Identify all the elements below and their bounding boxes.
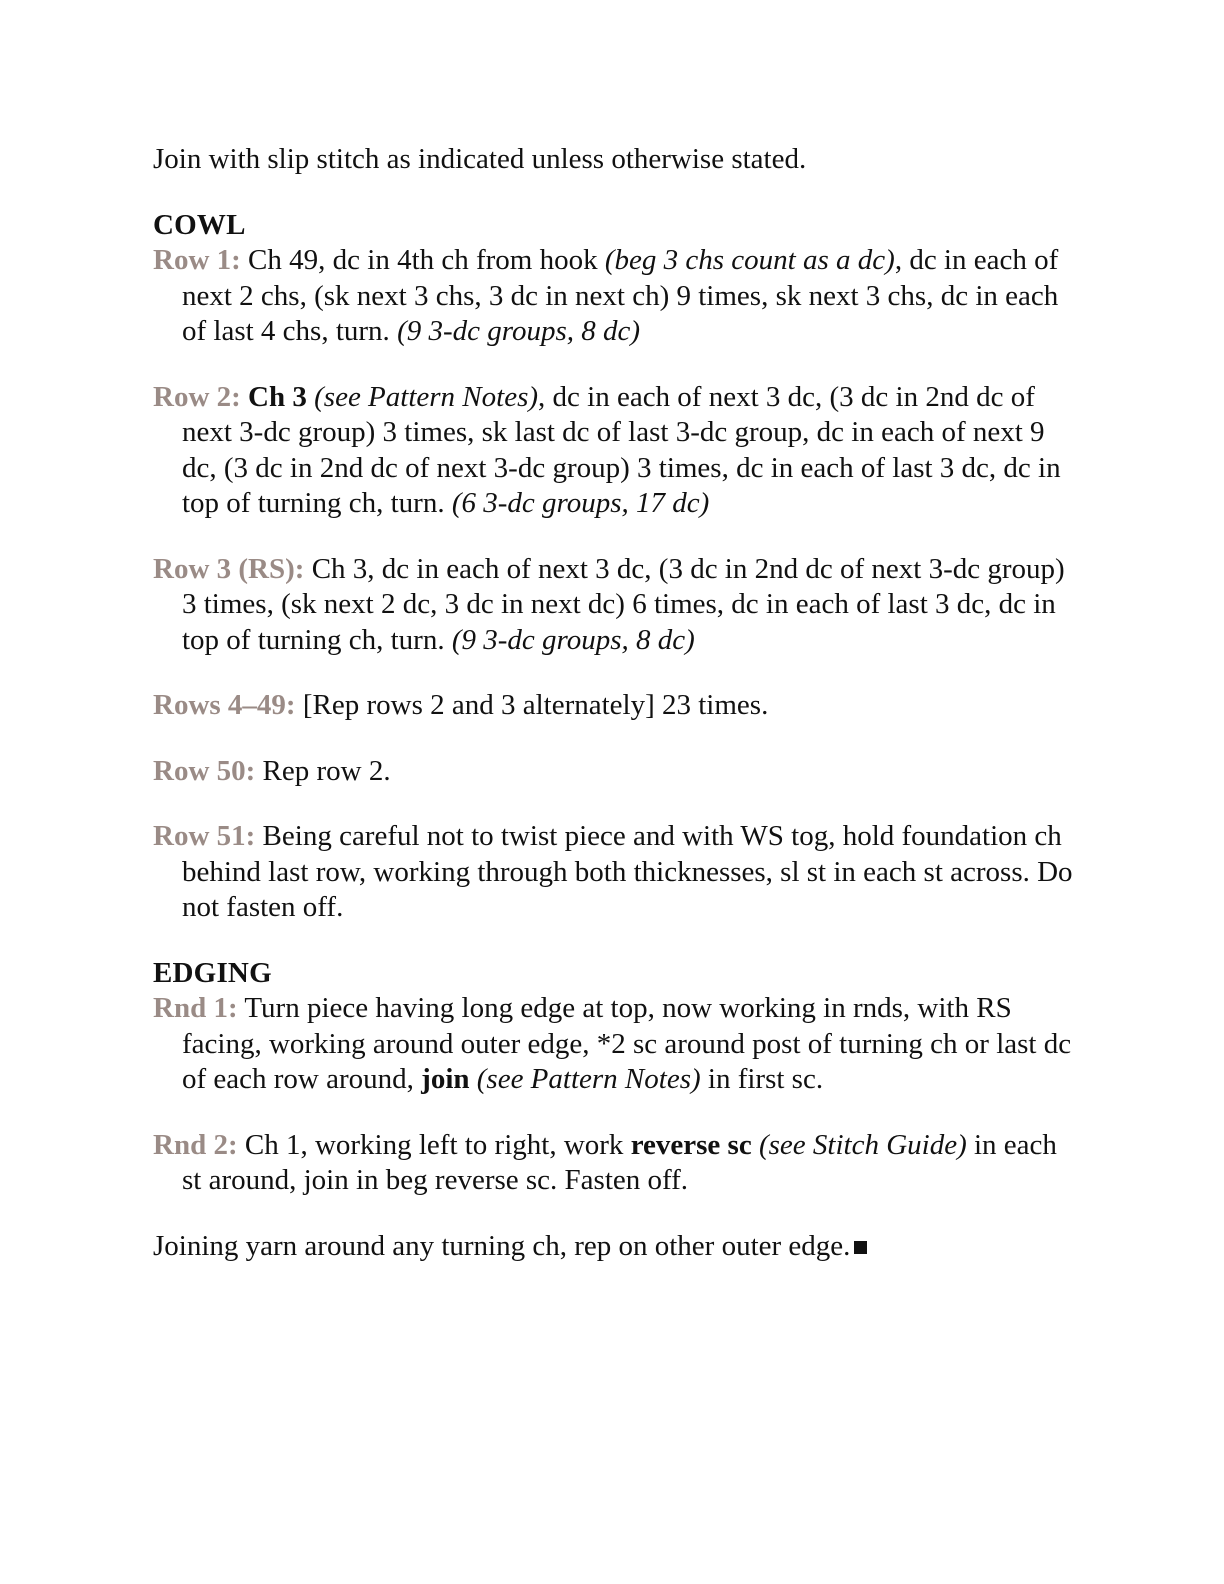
row-2-instruction	[153, 380, 1073, 522]
rnd-1-instruction	[153, 991, 1073, 1098]
row-label: Row 3 (RS):	[153, 552, 305, 585]
row-text: in first sc.	[700, 1063, 824, 1095]
row-term: Ch 3	[248, 380, 307, 413]
row-text: Ch 1, working left to right, work	[237, 1128, 631, 1161]
row-1-instruction	[153, 243, 1073, 350]
pattern-page	[153, 142, 1073, 1264]
edging-heading: EDGING	[153, 956, 272, 989]
row-note: (see Pattern Notes)	[476, 1063, 701, 1095]
cowl-heading: COWL	[153, 208, 246, 241]
row-stitch-count: (9 3-dc groups, 8 dc)	[451, 623, 695, 656]
closing-text	[153, 1229, 1073, 1265]
row-51-instruction	[153, 819, 1073, 926]
row-note: (beg 3 chs count as a dc)	[604, 244, 895, 276]
row-label: Rnd 2:	[153, 1128, 238, 1161]
row-note: (see Pattern Notes)	[314, 380, 539, 413]
row-label: Row 2:	[153, 380, 241, 413]
row-text: , dc in each of next 2 chs, (sk next 3 chs, 3 dc in next ch) 9 times, sk next 3 chs, dc in each of last 4 chs, turn.	[182, 244, 1059, 347]
row-text: Being careful not to twist piece and with WS tog, hold foundation ch behind last row, working through both thicknesses, sl st in each st across. Do not fasten off.	[182, 820, 1073, 923]
row-label: Row 1:	[153, 244, 241, 276]
row-text: Rep row 2.	[255, 754, 391, 787]
row-text: Ch 3, dc in each of next 3 dc, (3 dc in 2nd dc of next 3-dc group) 3 times, (sk next 2 dc, 3 dc in next dc) 6 times, dc in each of last 3 dc, dc in top of turning ch, turn.	[182, 552, 1065, 656]
row-label: Rnd 1:	[153, 992, 238, 1024]
row-text: , dc in each of next 3 dc, (3 dc in 2nd dc of next 3-dc group) 3 times, sk last dc of last 3-dc group, dc in each of next 9 dc, (3 dc in 2nd dc of next 3-dc group) 3 times, dc in each of last 3 dc, dc in top of turning ch, turn.	[182, 380, 1061, 519]
intro-text: Join with slip stitch as indicated unless otherwise stated.	[153, 143, 807, 175]
rnd-2-instruction	[153, 1128, 1073, 1199]
row-label: Row 51:	[153, 820, 256, 852]
row-text: in each st around, join in beg reverse sc. Fasten off.	[182, 1128, 1057, 1196]
row-text: [Rep rows 2 and 3 alternately] 23 times.	[295, 689, 769, 721]
row-3-instruction	[153, 552, 1073, 659]
rows-4-49-instruction	[153, 688, 1073, 724]
row-term: join	[421, 1063, 470, 1095]
row-stitch-count: (6 3-dc groups, 17 dc)	[451, 487, 710, 519]
row-note: (see Stitch Guide)	[758, 1128, 967, 1161]
end-square-icon	[854, 1241, 867, 1254]
row-50-instruction	[153, 754, 1073, 790]
row-stitch-count: (9 3-dc groups, 8 dc)	[397, 315, 641, 347]
row-label: Rows 4–49:	[153, 689, 296, 721]
row-text: Ch 49, dc in 4th ch from hook	[240, 244, 605, 276]
row-term: reverse sc	[630, 1128, 752, 1161]
row-text: Turn piece having long edge at top, now working in rnds, with RS facing, working around outer edge, *2 sc around post of turning ch or last dc of each row around,	[182, 992, 1072, 1095]
closing-sentence: Joining yarn around any turning ch, rep on other outer edge.	[153, 1229, 851, 1262]
row-label: Row 50:	[153, 754, 256, 787]
